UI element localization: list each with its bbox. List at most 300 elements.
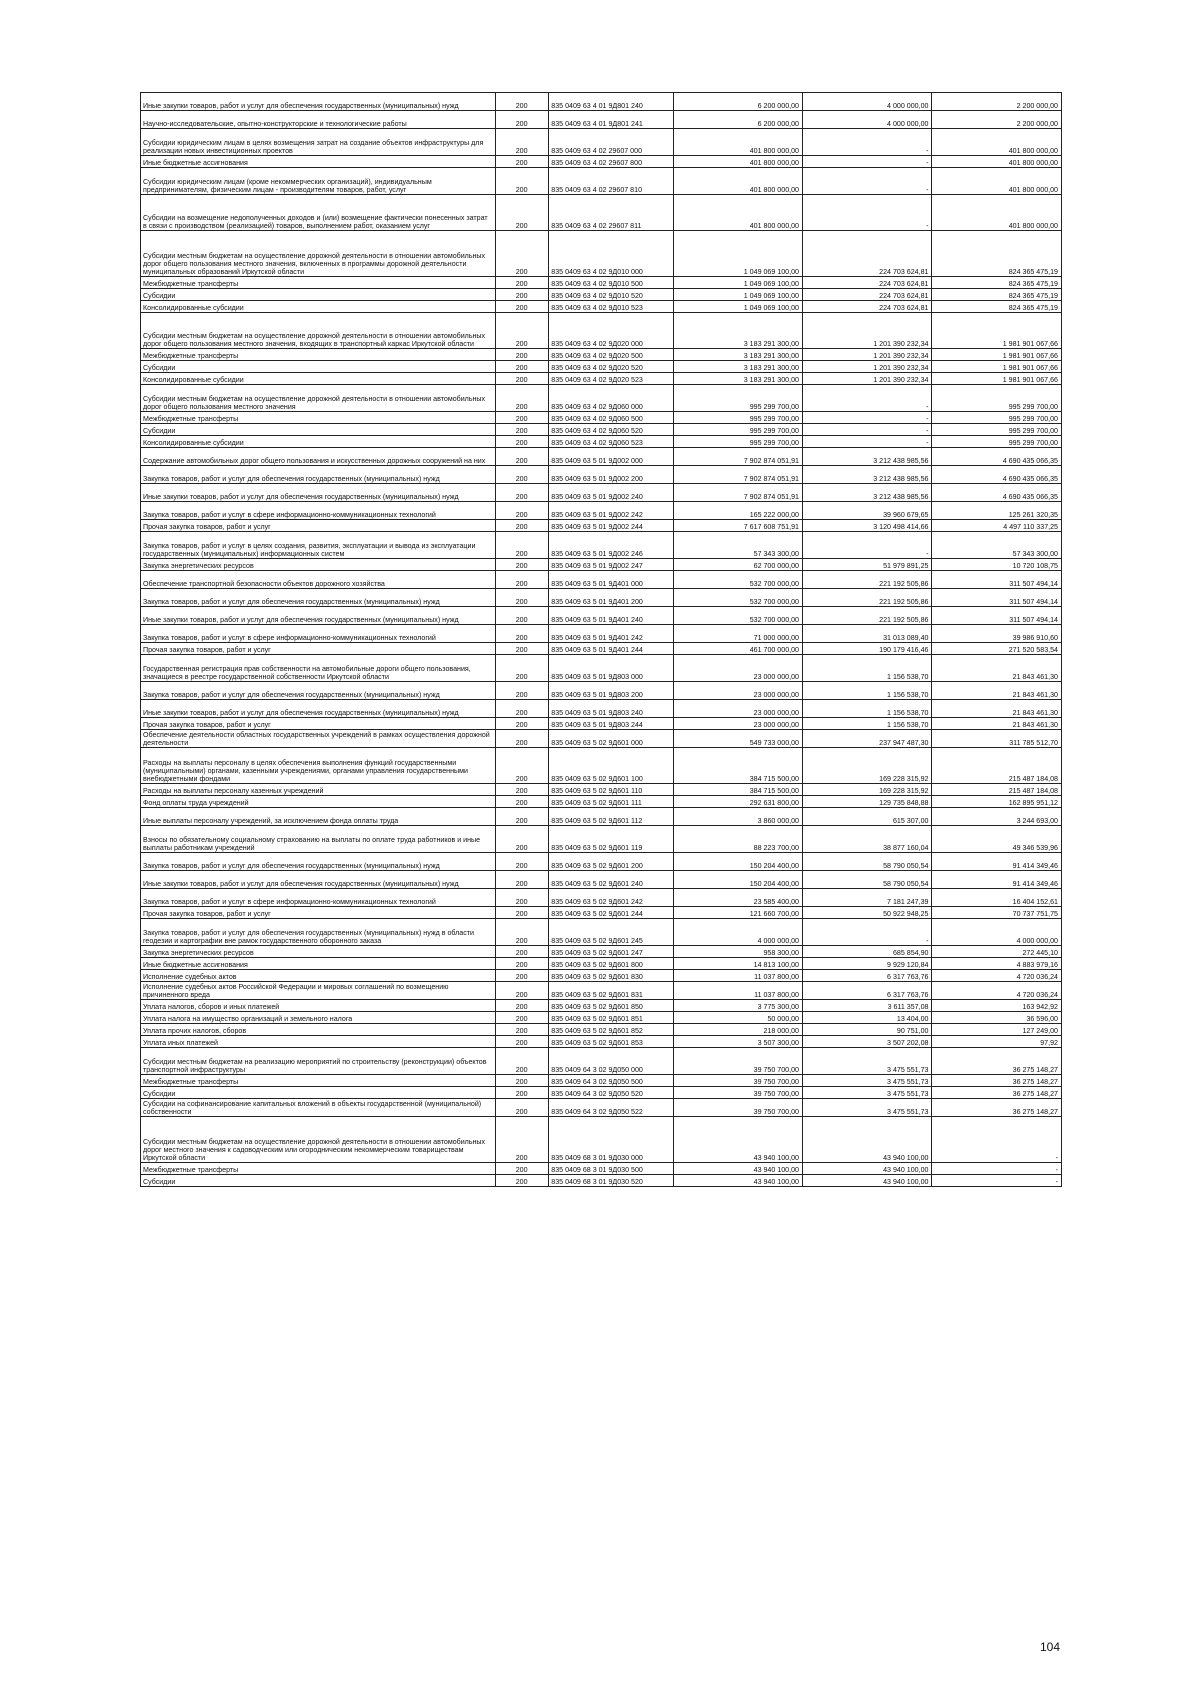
table-row <box>141 93 1062 111</box>
row-remainder-cell: 995 299 700,00 <box>932 436 1062 448</box>
table-row <box>141 412 1062 424</box>
table-row <box>141 958 1062 970</box>
row-name-cell: Межбюджетные трансферты <box>141 412 496 424</box>
row-kbk-cell: 835 0409 63 5 02 9Д601 200 <box>549 853 673 871</box>
row-remainder-cell: 162 895 951,12 <box>932 796 1062 808</box>
row-code-cell: 200 <box>496 907 549 919</box>
row-code-cell: 200 <box>496 412 549 424</box>
row-code-cell: 200 <box>496 1075 549 1087</box>
table-row <box>141 156 1062 168</box>
row-executed-cell: 221 192 505,86 <box>803 607 932 625</box>
row-executed-cell: 3 475 551,73 <box>803 1087 932 1099</box>
row-code-cell: 200 <box>496 655 549 682</box>
row-name-cell: Прочая закупка товаров, работ и услуг <box>141 643 496 655</box>
row-executed-cell: 190 179 416,46 <box>803 643 932 655</box>
row-approved-cell: 6 200 000,00 <box>673 93 802 111</box>
row-kbk-cell: 835 0409 63 4 02 9Д020 523 <box>549 373 673 385</box>
row-kbk-cell: 835 0409 63 4 02 29607 000 <box>549 129 673 156</box>
row-code-cell: 200 <box>496 682 549 700</box>
row-executed-cell: - <box>803 129 932 156</box>
row-code-cell: 200 <box>496 871 549 889</box>
table-row <box>141 484 1062 502</box>
row-remainder-cell: 127 249,00 <box>932 1024 1062 1036</box>
row-executed-cell: 3 475 551,73 <box>803 1048 932 1075</box>
row-kbk-cell: 835 0409 63 5 02 9Д601 853 <box>549 1036 673 1048</box>
row-name-cell: Уплата налога на имущество организаций и земельного налога <box>141 1012 496 1024</box>
row-remainder-cell: 21 843 461,30 <box>932 700 1062 718</box>
row-executed-cell: 1 156 538,70 <box>803 718 932 730</box>
row-executed-cell: 31 013 089,40 <box>803 625 932 643</box>
row-remainder-cell: 16 404 152,61 <box>932 889 1062 907</box>
row-name-cell: Субсидии <box>141 424 496 436</box>
row-approved-cell: 6 200 000,00 <box>673 111 802 129</box>
row-remainder-cell: 4 690 435 066,35 <box>932 484 1062 502</box>
row-remainder-cell: - <box>932 1175 1062 1187</box>
row-kbk-cell: 835 0409 63 4 02 9Д010 000 <box>549 231 673 277</box>
row-executed-cell: - <box>803 168 932 195</box>
row-remainder-cell: 163 942,92 <box>932 1000 1062 1012</box>
row-approved-cell: 1 049 069 100,00 <box>673 231 802 277</box>
row-remainder-cell: 21 843 461,30 <box>932 718 1062 730</box>
row-name-cell: Иные закупки товаров, работ и услуг для обеспечения государственных (муниципальных) нужд <box>141 607 496 625</box>
row-remainder-cell: 49 346 539,96 <box>932 826 1062 853</box>
row-executed-cell: 1 156 538,70 <box>803 655 932 682</box>
row-kbk-cell: 835 0409 63 5 02 9Д601 111 <box>549 796 673 808</box>
row-remainder-cell: 995 299 700,00 <box>932 424 1062 436</box>
row-approved-cell: 3 507 300,00 <box>673 1036 802 1048</box>
row-approved-cell: 165 222 000,00 <box>673 502 802 520</box>
row-remainder-cell: 4 690 435 066,35 <box>932 466 1062 484</box>
row-kbk-cell: 835 0409 63 5 02 9Д601 831 <box>549 982 673 1000</box>
row-executed-cell: 221 192 505,86 <box>803 589 932 607</box>
row-executed-cell: 3 212 438 985,56 <box>803 484 932 502</box>
row-approved-cell: 7 902 874 051,91 <box>673 448 802 466</box>
table-row <box>141 718 1062 730</box>
row-kbk-cell: 835 0409 63 4 02 9Д020 500 <box>549 349 673 361</box>
row-executed-cell: 169 228 315,92 <box>803 748 932 784</box>
row-approved-cell: 14 813 100,00 <box>673 958 802 970</box>
row-code-cell: 200 <box>496 466 549 484</box>
row-remainder-cell: 36 275 148,27 <box>932 1048 1062 1075</box>
row-code-cell: 200 <box>496 889 549 907</box>
row-approved-cell: 958 300,00 <box>673 946 802 958</box>
row-remainder-cell: 4 000 000,00 <box>932 919 1062 946</box>
row-name-cell: Прочая закупка товаров, работ и услуг <box>141 520 496 532</box>
row-approved-cell: 401 800 000,00 <box>673 195 802 231</box>
row-approved-cell: 3 183 291 300,00 <box>673 361 802 373</box>
row-approved-cell: 43 940 100,00 <box>673 1175 802 1187</box>
row-executed-cell: 129 735 848,88 <box>803 796 932 808</box>
table-row <box>141 301 1062 313</box>
row-approved-cell: 43 940 100,00 <box>673 1163 802 1175</box>
row-approved-cell: 3 183 291 300,00 <box>673 373 802 385</box>
row-code-cell: 200 <box>496 919 549 946</box>
row-code-cell: 200 <box>496 1024 549 1036</box>
row-kbk-cell: 835 0409 64 3 02 9Д050 000 <box>549 1048 673 1075</box>
row-kbk-cell: 835 0409 63 5 02 9Д601 112 <box>549 808 673 826</box>
row-approved-cell: 150 204 400,00 <box>673 853 802 871</box>
row-executed-cell: 1 201 390 232,34 <box>803 313 932 349</box>
row-name-cell: Субсидии <box>141 361 496 373</box>
row-executed-cell: - <box>803 195 932 231</box>
row-name-cell: Уплата иных платежей <box>141 1036 496 1048</box>
row-name-cell: Консолидированные субсидии <box>141 373 496 385</box>
row-kbk-cell: 835 0409 63 5 02 9Д601 110 <box>549 784 673 796</box>
row-kbk-cell: 835 0409 63 5 02 9Д601 850 <box>549 1000 673 1012</box>
row-name-cell: Субсидии местным бюджетам на осуществление дорожной деятельности в отношении автомобильных дорог местного значения к садоводческим или огородническим некоммерческим товариществам Иркутской области <box>141 1117 496 1163</box>
row-kbk-cell: 835 0409 63 4 02 9Д060 520 <box>549 424 673 436</box>
row-name-cell: Субсидии местным бюджетам на осуществление дорожной деятельности в отношении автомобильных дорог общего пользования местного значения, включенных в программы дорожной деятельности муниципальных образований Иркутской области <box>141 231 496 277</box>
row-code-cell: 200 <box>496 349 549 361</box>
table-row <box>141 982 1062 1000</box>
row-kbk-cell: 835 0409 63 4 01 9Д801 240 <box>549 93 673 111</box>
row-approved-cell: 384 715 500,00 <box>673 748 802 784</box>
row-name-cell: Закупка энергетических ресурсов <box>141 946 496 958</box>
row-remainder-cell: 272 445,10 <box>932 946 1062 958</box>
row-approved-cell: 384 715 500,00 <box>673 784 802 796</box>
row-kbk-cell: 835 0409 63 5 02 9Д601 119 <box>549 826 673 853</box>
row-approved-cell: 401 800 000,00 <box>673 156 802 168</box>
row-name-cell: Расходы на выплаты персоналу в целях обеспечения выполнения функций государственными (муниципальными) органами, казенными учреждениями, органами управления государственными внебюджетными фондами <box>141 748 496 784</box>
row-executed-cell: 224 703 624,81 <box>803 301 932 313</box>
row-executed-cell: 6 317 763,76 <box>803 982 932 1000</box>
row-approved-cell: 3 183 291 300,00 <box>673 313 802 349</box>
row-kbk-cell: 835 0409 63 5 01 9Д401 242 <box>549 625 673 643</box>
row-executed-cell: 3 212 438 985,56 <box>803 448 932 466</box>
table-row <box>141 436 1062 448</box>
row-executed-cell: 1 201 390 232,34 <box>803 373 932 385</box>
row-executed-cell: 50 922 948,25 <box>803 907 932 919</box>
row-code-cell: 200 <box>496 301 549 313</box>
row-code-cell: 200 <box>496 796 549 808</box>
row-executed-cell: 3 212 438 985,56 <box>803 466 932 484</box>
table-row <box>141 1075 1062 1087</box>
table-row <box>141 919 1062 946</box>
row-kbk-cell: 835 0409 68 3 01 9Д030 520 <box>549 1175 673 1187</box>
row-executed-cell: 685 854,90 <box>803 946 932 958</box>
row-approved-cell: 1 049 069 100,00 <box>673 277 802 289</box>
row-name-cell: Исполнение судебных актов Российской Федерации и мировых соглашений по возмещению причиненного вреда <box>141 982 496 1000</box>
row-remainder-cell: 36 275 148,27 <box>932 1087 1062 1099</box>
row-name-cell: Закупка товаров, работ и услуг в целях создания, развития, эксплуатации и вывода из эксплуатации государственных (муниципальных) информационных систем <box>141 532 496 559</box>
row-executed-cell: 224 703 624,81 <box>803 277 932 289</box>
row-code-cell: 200 <box>496 231 549 277</box>
row-executed-cell: 38 877 160,04 <box>803 826 932 853</box>
table-row <box>141 1087 1062 1099</box>
row-executed-cell: 224 703 624,81 <box>803 289 932 301</box>
row-name-cell: Межбюджетные трансферты <box>141 277 496 289</box>
row-approved-cell: 532 700 000,00 <box>673 589 802 607</box>
row-executed-cell: 3 611 357,08 <box>803 1000 932 1012</box>
row-executed-cell: - <box>803 424 932 436</box>
row-executed-cell: 58 790 050,54 <box>803 853 932 871</box>
row-name-cell: Обеспечение транспортной безопасности объектов дорожного хозяйства <box>141 571 496 589</box>
row-code-cell: 200 <box>496 111 549 129</box>
row-approved-cell: 7 902 874 051,91 <box>673 466 802 484</box>
row-approved-cell: 292 631 800,00 <box>673 796 802 808</box>
row-remainder-cell: 271 520 583,54 <box>932 643 1062 655</box>
table-row <box>141 502 1062 520</box>
row-code-cell: 200 <box>496 1048 549 1075</box>
row-name-cell: Закупка товаров, работ и услуг для обеспечения государственных (муниципальных) нужд <box>141 682 496 700</box>
row-remainder-cell: 4 497 110 337,25 <box>932 520 1062 532</box>
row-code-cell: 200 <box>496 589 549 607</box>
row-code-cell: 200 <box>496 718 549 730</box>
row-name-cell: Иные закупки товаров, работ и услуг для обеспечения государственных (муниципальных) нужд <box>141 93 496 111</box>
row-name-cell: Уплата налогов, сборов и иных платежей <box>141 1000 496 1012</box>
row-code-cell: 200 <box>496 532 549 559</box>
row-kbk-cell: 835 0409 64 3 02 9Д050 520 <box>549 1087 673 1099</box>
table-row <box>141 748 1062 784</box>
row-code-cell: 200 <box>496 484 549 502</box>
row-code-cell: 200 <box>496 958 549 970</box>
row-kbk-cell: 835 0409 63 4 02 9Д060 500 <box>549 412 673 424</box>
row-name-cell: Исполнение судебных актов <box>141 970 496 982</box>
row-executed-cell: 9 929 120,84 <box>803 958 932 970</box>
row-code-cell: 200 <box>496 946 549 958</box>
row-executed-cell: 90 751,00 <box>803 1024 932 1036</box>
row-kbk-cell: 835 0409 63 4 02 9Д010 500 <box>549 277 673 289</box>
row-approved-cell: 57 343 300,00 <box>673 532 802 559</box>
row-code-cell: 200 <box>496 448 549 466</box>
row-remainder-cell: 125 261 320,35 <box>932 502 1062 520</box>
row-executed-cell: - <box>803 412 932 424</box>
table-row <box>141 643 1062 655</box>
row-name-cell: Субсидии юридическим лицам (кроме некоммерческих организаций), индивидуальным предпринимателям, физическим лицам - производителям товаров, работ, услуг <box>141 168 496 195</box>
row-executed-cell: 615 307,00 <box>803 808 932 826</box>
row-remainder-cell: 4 720 036,24 <box>932 970 1062 982</box>
row-code-cell: 200 <box>496 1099 549 1117</box>
table-row <box>141 700 1062 718</box>
row-code-cell: 200 <box>496 373 549 385</box>
row-approved-cell: 39 750 700,00 <box>673 1048 802 1075</box>
row-name-cell: Межбюджетные трансферты <box>141 1163 496 1175</box>
row-approved-cell: 218 000,00 <box>673 1024 802 1036</box>
table-row <box>141 571 1062 589</box>
row-remainder-cell: 995 299 700,00 <box>932 412 1062 424</box>
row-name-cell: Закупка товаров, работ и услуг для обеспечения государственных (муниципальных) нужд <box>141 466 496 484</box>
table-row <box>141 195 1062 231</box>
table-row <box>141 796 1062 808</box>
row-kbk-cell: 835 0409 63 4 02 9Д020 520 <box>549 361 673 373</box>
row-remainder-cell: 36 275 148,27 <box>932 1075 1062 1087</box>
row-code-cell: 200 <box>496 520 549 532</box>
row-remainder-cell: 36 275 148,27 <box>932 1099 1062 1117</box>
row-approved-cell: 3 775 300,00 <box>673 1000 802 1012</box>
row-remainder-cell: 1 981 901 067,66 <box>932 313 1062 349</box>
row-code-cell: 200 <box>496 502 549 520</box>
row-code-cell: 200 <box>496 1175 549 1187</box>
row-code-cell: 200 <box>496 625 549 643</box>
row-approved-cell: 401 800 000,00 <box>673 168 802 195</box>
row-name-cell: Закупка товаров, работ и услуг в сфере информационно-коммуникационных технологий <box>141 502 496 520</box>
row-approved-cell: 549 733 000,00 <box>673 730 802 748</box>
row-kbk-cell: 835 0409 63 4 02 29607 810 <box>549 168 673 195</box>
row-code-cell: 200 <box>496 385 549 412</box>
table-row <box>141 1163 1062 1175</box>
row-approved-cell: 1 049 069 100,00 <box>673 301 802 313</box>
row-approved-cell: 461 700 000,00 <box>673 643 802 655</box>
row-remainder-cell: 215 487 184,08 <box>932 748 1062 784</box>
table-row <box>141 313 1062 349</box>
row-remainder-cell: 311 507 494,14 <box>932 571 1062 589</box>
row-name-cell: Закупка товаров, работ и услуг для обеспечения государственных (муниципальных) нужд <box>141 589 496 607</box>
row-executed-cell: 7 181 247,39 <box>803 889 932 907</box>
row-kbk-cell: 835 0409 63 4 01 9Д801 241 <box>549 111 673 129</box>
table-row <box>141 784 1062 796</box>
row-code-cell: 200 <box>496 1163 549 1175</box>
row-approved-cell: 7 617 608 751,91 <box>673 520 802 532</box>
row-kbk-cell: 835 0409 63 5 01 9Д401 244 <box>549 643 673 655</box>
row-remainder-cell: 2 200 000,00 <box>932 111 1062 129</box>
row-remainder-cell: 2 200 000,00 <box>932 93 1062 111</box>
table-row <box>141 808 1062 826</box>
row-approved-cell: 1 049 069 100,00 <box>673 289 802 301</box>
row-name-cell: Субсидии <box>141 289 496 301</box>
row-code-cell: 200 <box>496 129 549 156</box>
row-approved-cell: 43 940 100,00 <box>673 1117 802 1163</box>
row-code-cell: 200 <box>496 559 549 571</box>
table-row <box>141 520 1062 532</box>
table-row <box>141 424 1062 436</box>
row-remainder-cell: 91 414 349,46 <box>932 853 1062 871</box>
table-row <box>141 1099 1062 1117</box>
row-code-cell: 200 <box>496 277 549 289</box>
row-executed-cell: - <box>803 156 932 168</box>
row-kbk-cell: 835 0409 64 3 02 9Д050 522 <box>549 1099 673 1117</box>
row-approved-cell: 3 183 291 300,00 <box>673 349 802 361</box>
table-row <box>141 448 1062 466</box>
row-name-cell: Обеспечение деятельности областных государственных учреждений в рамках осуществления дорожной деятельности <box>141 730 496 748</box>
row-name-cell: Фонд оплаты труда учреждений <box>141 796 496 808</box>
row-remainder-cell: 21 843 461,30 <box>932 682 1062 700</box>
row-name-cell: Иные закупки товаров, работ и услуг для обеспечения государственных (муниципальных) нужд <box>141 700 496 718</box>
row-code-cell: 200 <box>496 156 549 168</box>
row-kbk-cell: 835 0409 63 5 01 9Д002 242 <box>549 502 673 520</box>
row-remainder-cell: 311 507 494,14 <box>932 589 1062 607</box>
table-row <box>141 1048 1062 1075</box>
row-code-cell: 200 <box>496 313 549 349</box>
row-executed-cell: 237 947 487,30 <box>803 730 932 748</box>
table-row <box>141 168 1062 195</box>
row-executed-cell: 1 201 390 232,34 <box>803 349 932 361</box>
row-name-cell: Субсидии юридическим лицам в целях возмещения затрат на создание объектов инфраструктуры для реализации новых инвестиционных проектов <box>141 129 496 156</box>
row-kbk-cell: 835 0409 63 5 02 9Д601 851 <box>549 1012 673 1024</box>
row-code-cell: 200 <box>496 826 549 853</box>
row-executed-cell: - <box>803 385 932 412</box>
row-approved-cell: 88 223 700,00 <box>673 826 802 853</box>
row-name-cell: Закупка товаров, работ и услуг для обеспечения государственных (муниципальных) нужд в области геодезии и картографии вне рамок государственного оборонного заказа <box>141 919 496 946</box>
row-remainder-cell: 39 986 910,60 <box>932 625 1062 643</box>
row-approved-cell: 532 700 000,00 <box>673 607 802 625</box>
table-row <box>141 589 1062 607</box>
row-kbk-cell: 835 0409 63 5 02 9Д601 000 <box>549 730 673 748</box>
row-executed-cell: 169 228 315,92 <box>803 784 932 796</box>
row-code-cell: 200 <box>496 571 549 589</box>
row-executed-cell: 43 940 100,00 <box>803 1175 932 1187</box>
row-kbk-cell: 835 0409 63 5 01 9Д002 247 <box>549 559 673 571</box>
row-name-cell: Закупка товаров, работ и услуг в сфере информационно-коммуникационных технологий <box>141 625 496 643</box>
row-name-cell: Прочая закупка товаров, работ и услуг <box>141 907 496 919</box>
row-code-cell: 200 <box>496 195 549 231</box>
row-approved-cell: 7 902 874 051,91 <box>673 484 802 502</box>
table-row <box>141 373 1062 385</box>
row-code-cell: 200 <box>496 748 549 784</box>
table-row <box>141 730 1062 748</box>
row-approved-cell: 995 299 700,00 <box>673 436 802 448</box>
row-remainder-cell: 36 596,00 <box>932 1012 1062 1024</box>
table-row <box>141 289 1062 301</box>
row-kbk-cell: 835 0409 63 5 02 9Д601 800 <box>549 958 673 970</box>
table-row <box>141 682 1062 700</box>
table-row <box>141 1000 1062 1012</box>
row-code-cell: 200 <box>496 424 549 436</box>
row-approved-cell: 39 750 700,00 <box>673 1087 802 1099</box>
row-code-cell: 200 <box>496 168 549 195</box>
row-name-cell: Иные бюджетные ассигнования <box>141 156 496 168</box>
row-executed-cell: 13 404,00 <box>803 1012 932 1024</box>
row-approved-cell: 11 037 800,00 <box>673 970 802 982</box>
row-remainder-cell: 3 244 693,00 <box>932 808 1062 826</box>
table-row <box>141 385 1062 412</box>
row-remainder-cell: 91 414 349,46 <box>932 871 1062 889</box>
row-code-cell: 200 <box>496 436 549 448</box>
row-kbk-cell: 835 0409 64 3 02 9Д050 500 <box>549 1075 673 1087</box>
row-executed-cell: 4 000 000,00 <box>803 111 932 129</box>
row-kbk-cell: 835 0409 63 5 01 9Д002 244 <box>549 520 673 532</box>
row-kbk-cell: 835 0409 63 5 01 9Д002 246 <box>549 532 673 559</box>
row-remainder-cell: 824 365 475,19 <box>932 277 1062 289</box>
row-remainder-cell: 311 785 512,70 <box>932 730 1062 748</box>
row-name-cell: Субсидии на софинансирование капитальных вложений в объекты государственной (муниципальной) собственности <box>141 1099 496 1117</box>
row-code-cell: 200 <box>496 982 549 1000</box>
table-row <box>141 607 1062 625</box>
row-name-cell: Межбюджетные трансферты <box>141 1075 496 1087</box>
row-executed-cell: 6 317 763,76 <box>803 970 932 982</box>
row-name-cell: Содержание автомобильных дорог общего пользования и искусственных дорожных сооружений на них <box>141 448 496 466</box>
row-remainder-cell: 401 800 000,00 <box>932 195 1062 231</box>
row-remainder-cell: - <box>932 1117 1062 1163</box>
row-name-cell: Субсидии местным бюджетам на осуществление дорожной деятельности в отношении автомобильных дорог общего пользования местного значения <box>141 385 496 412</box>
table-row <box>141 625 1062 643</box>
row-code-cell: 200 <box>496 853 549 871</box>
row-executed-cell: - <box>803 919 932 946</box>
row-approved-cell: 4 000 000,00 <box>673 919 802 946</box>
row-code-cell: 200 <box>496 808 549 826</box>
table-row <box>141 871 1062 889</box>
row-executed-cell: 58 790 050,54 <box>803 871 932 889</box>
row-code-cell: 200 <box>496 730 549 748</box>
row-approved-cell: 401 800 000,00 <box>673 129 802 156</box>
table-row <box>141 853 1062 871</box>
table-row <box>141 277 1062 289</box>
row-executed-cell: 1 156 538,70 <box>803 682 932 700</box>
row-executed-cell: 3 475 551,73 <box>803 1099 932 1117</box>
table-row <box>141 349 1062 361</box>
row-code-cell: 200 <box>496 1117 549 1163</box>
row-code-cell: 200 <box>496 361 549 373</box>
row-remainder-cell: - <box>932 1163 1062 1175</box>
table-row <box>141 1117 1062 1163</box>
row-remainder-cell: 1 981 901 067,66 <box>932 373 1062 385</box>
row-name-cell: Научно-исследовательские, опытно-конструкторские и технологические работы <box>141 111 496 129</box>
row-remainder-cell: 70 737 751,75 <box>932 907 1062 919</box>
row-name-cell: Уплата прочих налогов, сборов <box>141 1024 496 1036</box>
row-remainder-cell: 401 800 000,00 <box>932 168 1062 195</box>
row-kbk-cell: 835 0409 63 5 02 9Д601 100 <box>549 748 673 784</box>
row-kbk-cell: 835 0409 63 4 02 9Д020 000 <box>549 313 673 349</box>
table-row <box>141 655 1062 682</box>
